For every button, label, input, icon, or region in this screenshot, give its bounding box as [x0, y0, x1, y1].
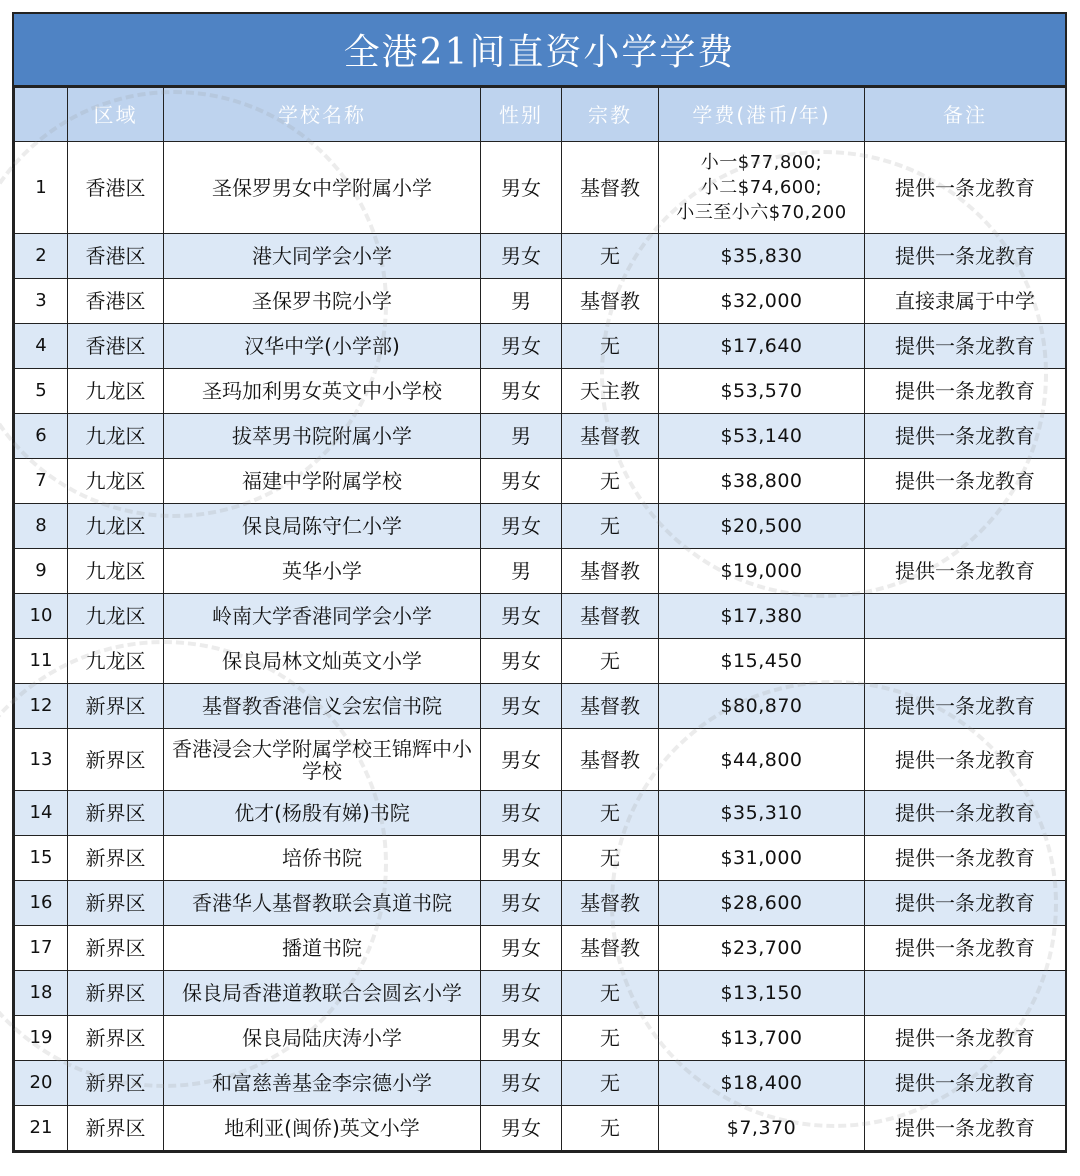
cell-district: 新界区: [68, 1061, 164, 1106]
cell-note: 提供一条龙教育: [865, 1106, 1066, 1151]
table-row: [15, 459, 1066, 504]
cell-school: 香港华人基督教联会真道书院: [164, 881, 481, 926]
fee-line: 小二$74,600;: [700, 177, 823, 198]
cell-gender: 男女: [481, 1106, 562, 1151]
cell-district: 九龙区: [68, 459, 164, 504]
cell-index: 3: [15, 279, 68, 324]
cell-index: 19: [15, 1016, 68, 1061]
cell-note: 提供一条龙教育: [865, 324, 1066, 369]
cell-school: 岭南大学香港同学会小学: [164, 594, 481, 639]
cell-gender: 男女: [481, 504, 562, 549]
cell-religion: 无: [562, 791, 659, 836]
cell-note: 提供一条龙教育: [865, 791, 1066, 836]
cell-note: 提供一条龙教育: [865, 549, 1066, 594]
cell-index: 20: [15, 1061, 68, 1106]
header-row: [15, 88, 1066, 142]
cell-religion: 基督教: [562, 881, 659, 926]
cell-school: 圣玛加利男女英文中小学校: [164, 369, 481, 414]
cell-district: 九龙区: [68, 369, 164, 414]
table-title: 全港21间直资小学学费: [14, 14, 1065, 87]
cell-note: [865, 504, 1066, 549]
cell-gender: 男女: [481, 836, 562, 881]
cell-gender: 男女: [481, 971, 562, 1016]
cell-index: 12: [15, 684, 68, 729]
cell-religion: 无: [562, 639, 659, 684]
cell-fee: $15,450: [659, 639, 865, 684]
cell-gender: 男女: [481, 1016, 562, 1061]
cell-note: [865, 639, 1066, 684]
cell-gender: 男女: [481, 369, 562, 414]
cell-note: 提供一条龙教育: [865, 881, 1066, 926]
cell-index: 6: [15, 414, 68, 459]
cell-district: 香港区: [68, 234, 164, 279]
header-school: 学校名称: [164, 88, 481, 142]
cell-fee: $35,830: [659, 234, 865, 279]
cell-fee: $32,000: [659, 279, 865, 324]
cell-gender: 男: [481, 549, 562, 594]
cell-religion: 基督教: [562, 279, 659, 324]
cell-fee: $18,400: [659, 1061, 865, 1106]
cell-district: 新界区: [68, 791, 164, 836]
cell-district: 新界区: [68, 971, 164, 1016]
cell-gender: 男女: [481, 459, 562, 504]
table-row: [15, 1106, 1066, 1151]
cell-district: 香港区: [68, 279, 164, 324]
cell-index: 2: [15, 234, 68, 279]
cell-index: 16: [15, 881, 68, 926]
cell-school: 基督教香港信义会宏信书院: [164, 684, 481, 729]
cell-index: 8: [15, 504, 68, 549]
table-row: [15, 684, 1066, 729]
cell-religion: 基督教: [562, 684, 659, 729]
cell-gender: 男女: [481, 324, 562, 369]
cell-school: 拔萃男书院附属小学: [164, 414, 481, 459]
cell-district: 九龙区: [68, 414, 164, 459]
cell-gender: 男女: [481, 791, 562, 836]
cell-index: 9: [15, 549, 68, 594]
cell-district: 新界区: [68, 1016, 164, 1061]
cell-note: 提供一条龙教育: [865, 414, 1066, 459]
cell-note: 提供一条龙教育: [865, 459, 1066, 504]
cell-note: 提供一条龙教育: [865, 1016, 1066, 1061]
cell-note: 提供一条龙教育: [865, 369, 1066, 414]
cell-gender: 男: [481, 414, 562, 459]
cell-fee: $19,000: [659, 549, 865, 594]
cell-fee: $53,570: [659, 369, 865, 414]
cell-school: 汉华中学(小学部): [164, 324, 481, 369]
table-row: [15, 971, 1066, 1016]
cell-fee: [659, 142, 865, 234]
header-note: 备注: [865, 88, 1066, 142]
cell-gender: 男女: [481, 639, 562, 684]
cell-district: 新界区: [68, 684, 164, 729]
cell-note: [865, 594, 1066, 639]
header-gender: 性别: [481, 88, 562, 142]
header-district: 区域: [68, 88, 164, 142]
cell-school: 香港浸会大学附属学校王锦辉中小学校: [164, 729, 481, 791]
cell-school: 优才(杨殷有娣)书院: [164, 791, 481, 836]
cell-school: 播道书院: [164, 926, 481, 971]
table-row: [15, 279, 1066, 324]
cell-district: 新界区: [68, 729, 164, 791]
cell-gender: 男女: [481, 142, 562, 234]
cell-school: 英华小学: [164, 549, 481, 594]
cell-school: 福建中学附属学校: [164, 459, 481, 504]
cell-school: 保良局香港道教联合会圆玄小学: [164, 971, 481, 1016]
table-row: [15, 594, 1066, 639]
fee-table-sheet: [12, 12, 1067, 1153]
cell-district: 新界区: [68, 1106, 164, 1151]
cell-gender: 男女: [481, 594, 562, 639]
table-row: [15, 639, 1066, 684]
fee-line: 小三至小六$70,200: [676, 202, 847, 223]
table-row: [15, 926, 1066, 971]
cell-fee: $38,800: [659, 459, 865, 504]
cell-index: 15: [15, 836, 68, 881]
cell-note: 提供一条龙教育: [865, 684, 1066, 729]
table-body: [15, 142, 1066, 1151]
cell-religion: 基督教: [562, 414, 659, 459]
cell-school: 培侨书院: [164, 836, 481, 881]
cell-religion: 无: [562, 504, 659, 549]
cell-gender: 男女: [481, 881, 562, 926]
table-row: [15, 791, 1066, 836]
cell-religion: 天主教: [562, 369, 659, 414]
cell-gender: 男女: [481, 926, 562, 971]
cell-note: 提供一条龙教育: [865, 234, 1066, 279]
table-row: [15, 504, 1066, 549]
cell-index: 7: [15, 459, 68, 504]
cell-fee: $13,150: [659, 971, 865, 1016]
fee-table: [14, 87, 1066, 1151]
cell-religion: 无: [562, 324, 659, 369]
header-religion: 宗教: [562, 88, 659, 142]
cell-fee: $44,800: [659, 729, 865, 791]
cell-school: 保良局林文灿英文小学: [164, 639, 481, 684]
cell-index: 5: [15, 369, 68, 414]
cell-gender: 男女: [481, 234, 562, 279]
cell-fee: $17,380: [659, 594, 865, 639]
cell-district: 新界区: [68, 926, 164, 971]
cell-religion: 无: [562, 234, 659, 279]
fee-line: 小一$77,800;: [700, 152, 823, 173]
table-row: [15, 881, 1066, 926]
table-row: [15, 836, 1066, 881]
cell-fee: $28,600: [659, 881, 865, 926]
table-row: [15, 549, 1066, 594]
cell-religion: 无: [562, 836, 659, 881]
cell-note: 提供一条龙教育: [865, 142, 1066, 234]
cell-religion: 无: [562, 459, 659, 504]
cell-school: 圣保罗书院小学: [164, 279, 481, 324]
cell-index: 14: [15, 791, 68, 836]
cell-school: 圣保罗男女中学附属小学: [164, 142, 481, 234]
cell-index: 17: [15, 926, 68, 971]
table-row: [15, 1061, 1066, 1106]
table-row: [15, 414, 1066, 459]
cell-fee: $7,370: [659, 1106, 865, 1151]
cell-index: 21: [15, 1106, 68, 1151]
cell-district: 新界区: [68, 836, 164, 881]
cell-gender: 男女: [481, 1061, 562, 1106]
cell-school: 保良局陆庆涛小学: [164, 1016, 481, 1061]
cell-index: 4: [15, 324, 68, 369]
cell-index: 1: [15, 142, 68, 234]
cell-gender: 男: [481, 279, 562, 324]
table-row: [15, 369, 1066, 414]
cell-religion: 基督教: [562, 142, 659, 234]
cell-district: 九龙区: [68, 549, 164, 594]
cell-religion: 无: [562, 971, 659, 1016]
cell-fee: $80,870: [659, 684, 865, 729]
cell-religion: 基督教: [562, 729, 659, 791]
cell-religion: 基督教: [562, 926, 659, 971]
cell-district: 新界区: [68, 881, 164, 926]
cell-fee: $13,700: [659, 1016, 865, 1061]
cell-note: [865, 971, 1066, 1016]
cell-note: 提供一条龙教育: [865, 836, 1066, 881]
cell-fee: $23,700: [659, 926, 865, 971]
cell-school: 港大同学会小学: [164, 234, 481, 279]
cell-religion: 无: [562, 1061, 659, 1106]
cell-fee: $35,310: [659, 791, 865, 836]
header-fee: 学费(港币/年): [659, 88, 865, 142]
cell-index: 13: [15, 729, 68, 791]
cell-index: 18: [15, 971, 68, 1016]
cell-note: 提供一条龙教育: [865, 926, 1066, 971]
cell-school: 保良局陈守仁小学: [164, 504, 481, 549]
table-row: [15, 729, 1066, 791]
table-row: [15, 142, 1066, 234]
cell-fee: $53,140: [659, 414, 865, 459]
table-row: [15, 324, 1066, 369]
cell-religion: 基督教: [562, 594, 659, 639]
cell-district: 九龙区: [68, 504, 164, 549]
cell-district: 九龙区: [68, 594, 164, 639]
cell-note: 提供一条龙教育: [865, 1061, 1066, 1106]
cell-religion: 基督教: [562, 549, 659, 594]
cell-school: 和富慈善基金李宗德小学: [164, 1061, 481, 1106]
cell-district: 香港区: [68, 142, 164, 234]
cell-gender: 男女: [481, 684, 562, 729]
cell-district: 香港区: [68, 324, 164, 369]
cell-fee: $17,640: [659, 324, 865, 369]
cell-district: 九龙区: [68, 639, 164, 684]
cell-fee: $20,500: [659, 504, 865, 549]
header-index: [15, 88, 68, 142]
cell-religion: 无: [562, 1016, 659, 1061]
table-row: [15, 234, 1066, 279]
table-row: [15, 1016, 1066, 1061]
cell-school: 地利亚(闽侨)英文小学: [164, 1106, 481, 1151]
cell-index: 11: [15, 639, 68, 684]
cell-religion: 无: [562, 1106, 659, 1151]
cell-note: 提供一条龙教育: [865, 729, 1066, 791]
cell-fee: $31,000: [659, 836, 865, 881]
cell-note: 直接隶属于中学: [865, 279, 1066, 324]
cell-gender: 男女: [481, 729, 562, 791]
cell-index: 10: [15, 594, 68, 639]
